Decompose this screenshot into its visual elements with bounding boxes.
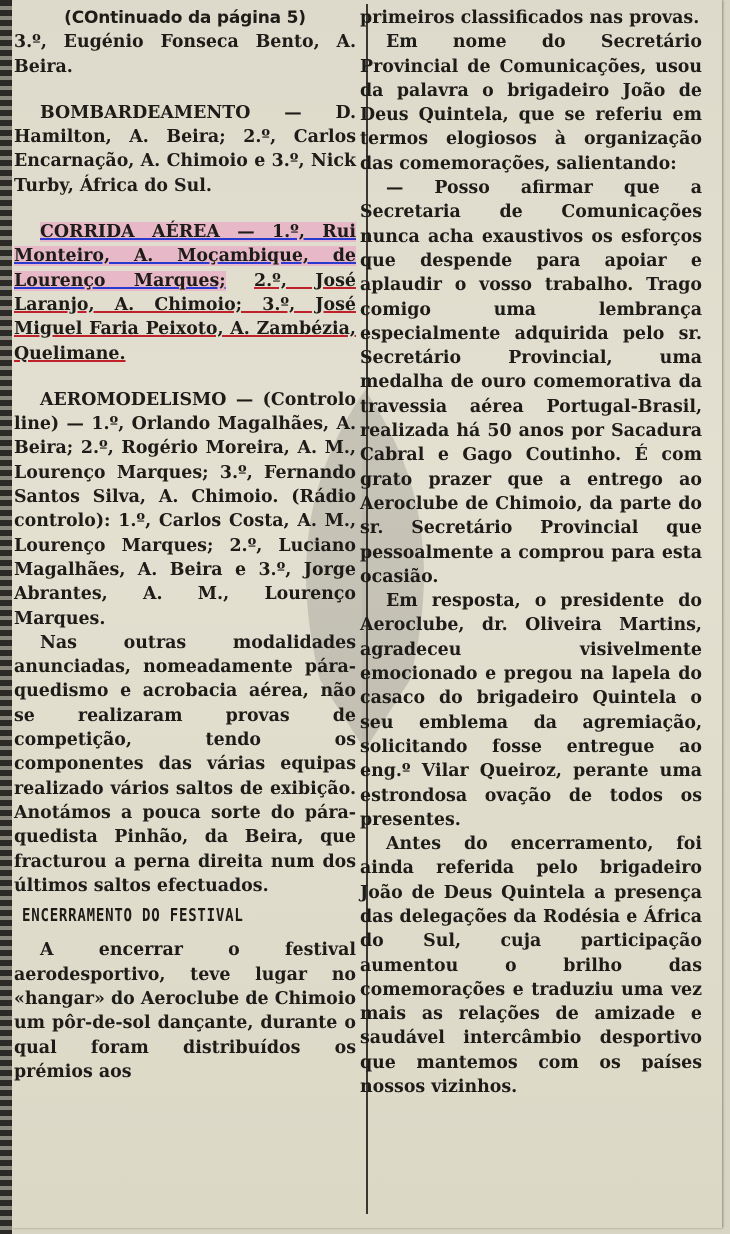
paragraph-posso: — Posso afirmar que a Secretaria de Comunicações nunca acha exaustivos os esforços que despende para apoiar e aplaudir o vosso trabalho. Trago comigo uma lembrança especialmente adquirida pelo sr. Secretário Provincial, uma medalha de ouro comemorativa da travessia aérea Portugal-Brasil, realizada há 50 anos por Sacadura Cabral e Gago Coutinho. É com grato prazer que a entrego ao Aeroclube de Chimoio, da parte do sr. Secretário Provincial que pessoalmente a comprou para esta ocasião.: [360, 178, 702, 587]
section-heading: ENCERRAMENTO DO FESTIVAL: [22, 905, 244, 927]
result-corrida-rest: 2.º, José Laranjo, A. Chimoio; 3.º, José Miguel Faria Peixoto, A. Zambézia, Quelimane.: [14, 270, 356, 364]
right-column: [360, 6, 702, 1099]
paragraph-encerrar: A encerrar o festival aerodesportivo, teve lugar no «hangar» do Aeroclube de Chimoio um pôr-de-sol dançante, durante o qual foram distribuídos os prémios aos: [14, 940, 356, 1082]
paragraph-primeiros: primeiros classificados nas provas.: [360, 8, 700, 28]
paragraph-resposta: Em resposta, o presidente do Aeroclube, dr. Oliveira Martins, agradeceu visivelmente emocionado e pregou na lapela do casaco do brigadeiro Quintela o seu emblema da agremiação, solicitando fosse entregue ao eng.º Vilar Queiroz, perante uma estrondosa ovação de todos os presentes.: [360, 591, 702, 830]
page-edge: [0, 0, 12, 1234]
result-bombardeamento: BOMBARDEAMENTO — D. Hamilton, A. Beira; 2.º, Carlos Encarnação, A. Chimoio e 3.º, Nick Turby, África do Sul.: [14, 102, 356, 196]
paragraph-outras: Nas outras modalidades anunciadas, nomeadamente pára-quedismo e acrobacia aérea, não se realizaram provas de competição, tendo os componentes das várias equipas realizado vários saltos de exibição. Anotámos a pouca sorte do pára-quedista Pinhão, da Beira, que fracturou a perna direita num dos últimos saltos efectuados.: [14, 632, 356, 896]
result-corrida-highlight: CORRIDA AÉREA — 1.º, Rui Monteiro, A. Moçambique, de Lourenço Marques;: [14, 222, 356, 291]
paragraph-antes: Antes do encerramento, foi ainda referida pelo brigadeiro João de Deus Quintela a presença das delegações da Rodésia e África do Sul, cuja participação aumentou o brilho das comemorações e traduziu uma vez mais as relações de amizade e saudável intercâmbio desportivo que mantemos com os países nossos vizinhos.: [360, 834, 702, 1098]
result-eugenio: 3.º, Eugénio Fonseca Bento, A. Beira.: [14, 32, 356, 77]
left-column: [14, 6, 356, 1084]
paragraph-em-nome: Em nome do Secretário Provincial de Comunicações, usou da palavra o brigadeiro João de Deus Quintela, que se referiu em termos elogiosos à organização das comemorações, salientando:: [360, 32, 702, 174]
result-aeromodelismo: AEROMODELISMO — (Controlo line) — 1.º, Orlando Magalhães, A. Beira; 2.º, Rogério Moreira, A. M., Lourenço Marques; 3.º, Fernando Santos Silva, A. Chimoio. (Rádio controlo): 1.º, Carlos Costa, A. M., Lourenço Marques; 2.º, Luciano Magalhães, A. Beira e 3.º, Jorge Abrantes, A. M., Lourenço Marques.: [14, 389, 356, 629]
continued-note: (COntinuado da página 5): [64, 8, 306, 28]
